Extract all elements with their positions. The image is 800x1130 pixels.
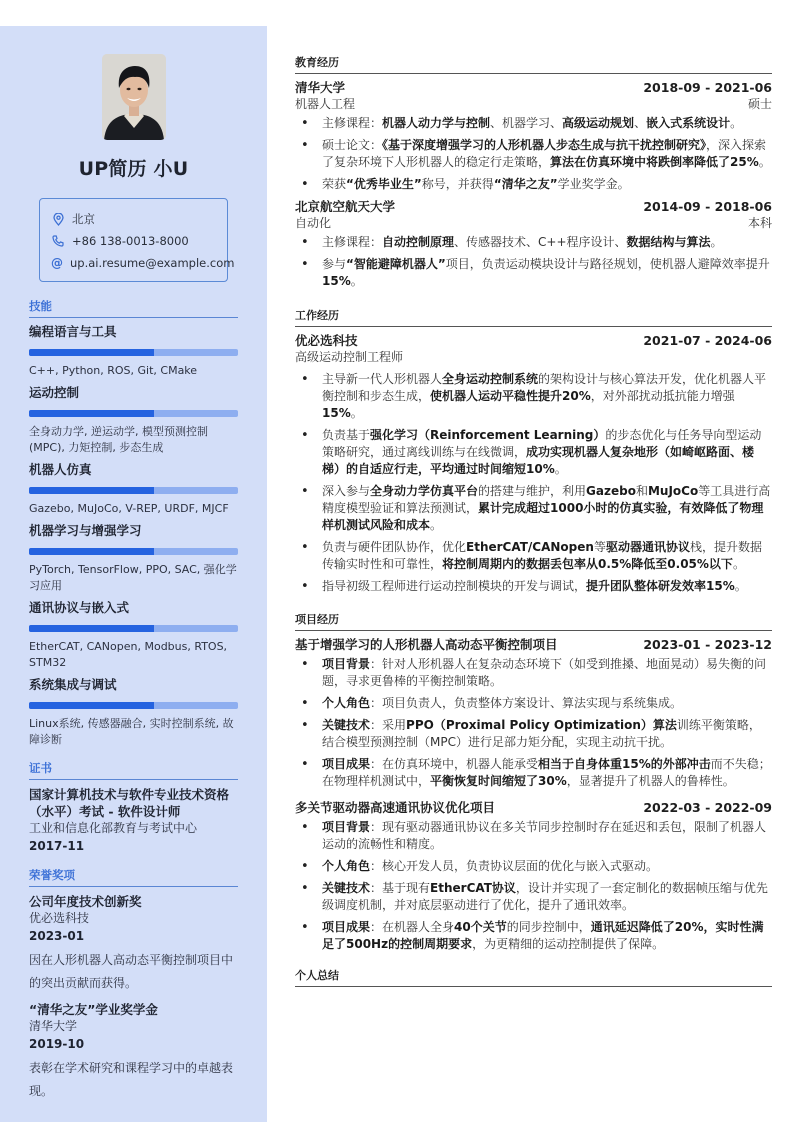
skill-desc: 全身动力学, 逆运动学, 模型预测控制 (MPC), 力矩控制, 步态生成 xyxy=(29,425,208,454)
text: ：核心开发人员，负责协议层面的优化与嵌入式驱动。 xyxy=(370,859,659,873)
text: 。 xyxy=(710,235,723,249)
text: ，设计并实现了一套定制化的数据帧压缩与优先级调度机制，并对底层驱动进行了优化，提升了通讯效率。 xyxy=(322,881,768,912)
skill-level-bar xyxy=(29,702,238,709)
bullet-item xyxy=(295,695,772,712)
bold-text: 将控制周期内的数据丢包率从0.5%降低至0.05%以下 xyxy=(442,557,733,571)
sidebar xyxy=(0,26,267,1122)
degree: 硕士 xyxy=(747,97,772,111)
bold-text: 平衡恢复时间缩短了30% xyxy=(430,774,567,788)
entry-header xyxy=(295,799,772,816)
education-section xyxy=(295,54,772,290)
projects-heading: 项目经历 xyxy=(295,611,772,631)
skill-name: 运动控制 xyxy=(29,385,80,400)
bullet-item xyxy=(295,717,772,751)
bold-text: Gazebo xyxy=(586,484,636,498)
award-date: 2023-01 xyxy=(29,929,85,943)
bold-text: 项目成果 xyxy=(322,757,371,771)
skill-item xyxy=(29,522,238,594)
bold-text: 相当于自身体重15%的外部冲击 xyxy=(538,757,711,771)
company-name: 优必选科技 xyxy=(295,333,358,348)
bold-text: 项目背景 xyxy=(322,820,371,834)
skill-desc: EtherCAT, CANopen, Modbus, RTOS, STM32 xyxy=(29,640,228,669)
text: 。 xyxy=(730,116,743,130)
work-heading: 工作经历 xyxy=(295,307,772,327)
entry-subheader xyxy=(295,215,772,231)
bullet-list xyxy=(295,819,772,953)
bullet-item xyxy=(295,819,772,853)
skill-name: 系统集成与调试 xyxy=(29,677,117,692)
text: 的同步控制中， xyxy=(506,920,591,934)
bold-text: 嵌入式系统设计 xyxy=(646,116,731,130)
education-entry xyxy=(295,198,772,290)
text: 。 xyxy=(350,406,363,420)
avatar xyxy=(102,54,166,140)
bold-text: “清华之友” xyxy=(493,177,558,191)
text: 指导初级工程师进行运动控制模块的开发与调试， xyxy=(322,579,587,593)
skill-name: 编程语言与工具 xyxy=(29,324,117,339)
bullet-list xyxy=(295,371,772,595)
text: ：现有驱动器通讯协议在多关节同步控制时存在延迟和丢包，限制了机器人运动的流畅性和精度。 xyxy=(322,820,767,851)
entry-header xyxy=(295,198,772,215)
skill-desc: C++, Python, ROS, Git, CMake xyxy=(29,364,198,377)
skill-item xyxy=(29,323,238,379)
text: 参与 xyxy=(322,257,347,271)
bold-text: 15% xyxy=(322,406,351,420)
award-org: 清华大学 xyxy=(29,1019,78,1033)
education-heading: 教育经历 xyxy=(295,54,772,74)
bullet-list xyxy=(295,115,772,193)
text: 。 xyxy=(734,579,747,593)
award-item xyxy=(29,1001,238,1103)
date-range: 2014-09 - 2018-06 xyxy=(643,199,772,214)
text: 。 xyxy=(430,518,443,532)
skills-heading: 技能 xyxy=(29,298,238,318)
work-section xyxy=(295,307,772,595)
text: 。 xyxy=(732,557,745,571)
skill-level-bar xyxy=(29,625,238,632)
bold-text: EtherCAT协议 xyxy=(430,881,516,895)
bold-text: 强化学习（Reinforcement Learning） xyxy=(370,428,606,442)
projects-list xyxy=(295,636,772,953)
text: 称号，并获得 xyxy=(421,177,494,191)
skill-level-fill xyxy=(29,625,154,632)
text: ：采用 xyxy=(370,718,407,732)
text: 主导新一代人形机器人 xyxy=(322,372,443,386)
award-item xyxy=(29,893,238,995)
degree: 本科 xyxy=(747,216,772,230)
contact-location xyxy=(51,208,227,230)
bold-text: 项目成果 xyxy=(322,920,371,934)
phone-text: +86 138-0013-8000 xyxy=(72,234,189,248)
text: 深入参与 xyxy=(322,484,371,498)
text: 的搭建与维护，利用 xyxy=(478,484,587,498)
bold-text: EtherCAT/CANopen xyxy=(466,540,594,554)
photo-wrap xyxy=(29,54,238,140)
certificate-name: 国家计算机技术与软件专业技术资格（水平）考试 - 软件设计师 xyxy=(29,787,230,819)
bold-text: 关键技术 xyxy=(322,718,371,732)
text: 。 xyxy=(554,462,567,476)
skill-level-bar xyxy=(29,349,238,356)
skill-desc: Linux系统, 传感器融合, 实时控制系统, 故障诊断 xyxy=(29,717,234,746)
text: ：基于现有 xyxy=(370,881,431,895)
award-org: 优必选科技 xyxy=(29,911,90,925)
certificate-issuer: 工业和信息化部教育与考试中心 xyxy=(29,821,198,835)
text: 训练平衡策略，结合模型预测控制（MPC）进行足部力矩分配，实现主动抗干扰。 xyxy=(322,718,761,749)
bullet-item xyxy=(295,115,772,132)
bold-text: 高级运动规划 xyxy=(562,116,635,130)
major: 自动化 xyxy=(295,216,332,230)
bold-text: 机器人动力学与控制 xyxy=(382,116,491,130)
certificates-list xyxy=(29,786,238,855)
certificate-date: 2017-11 xyxy=(29,839,85,853)
education-entry xyxy=(295,79,772,193)
award-name: “清华之友”学业奖学金 xyxy=(29,1002,158,1017)
bold-text: PPO（Proximal Policy Optimization）算法 xyxy=(406,718,677,732)
job-title: 高级运动控制工程师 xyxy=(295,350,404,364)
skill-item xyxy=(29,461,238,517)
bold-text: 使机器人运动平稳性提升20% xyxy=(430,389,591,403)
bullet-list xyxy=(295,234,772,290)
text: 项目，负责运动模块设计与路径规划，使机器人避障效率提升 xyxy=(445,257,770,271)
bullet-item xyxy=(295,176,772,193)
main-content xyxy=(295,54,772,987)
location-text: 北京 xyxy=(72,212,95,226)
skill-level-fill xyxy=(29,410,154,417)
bold-text: 《基于深度增强学习的人形机器人步态生成与抗干扰控制研究》 xyxy=(382,138,707,152)
summary-heading: 个人总结 xyxy=(295,967,772,987)
bullet-item xyxy=(295,578,772,595)
text: ：在机器人全身 xyxy=(370,920,455,934)
text: 。 xyxy=(350,274,363,288)
bold-text: 成功实现机器人复杂地形（如崎岖路面、楼梯）的自适应行走，平均通过时间缩短10% xyxy=(322,445,755,476)
bullet-item xyxy=(295,756,772,790)
entry-subheader xyxy=(295,96,772,112)
project-entry xyxy=(295,636,772,790)
award-name: 公司年度技术创新奖 xyxy=(29,894,142,909)
bullet-item xyxy=(295,858,772,875)
text: ：针对人形机器人在复杂动态环境下（如受到推搡、地面晃动）易失衡的问题，寻求更鲁棒的平衡控制策略。 xyxy=(322,657,767,688)
skill-desc: Gazebo, MuJoCo, V-REP, URDF, MJCF xyxy=(29,502,229,515)
bullet-item xyxy=(295,427,772,478)
award-desc: 表彰在学术研究和课程学习中的卓越表现。 xyxy=(29,1061,234,1098)
text: 等工具进行高精度模型验证和算法预测试， xyxy=(322,484,771,515)
skill-item xyxy=(29,384,238,456)
bold-text: 全身运动控制系统 xyxy=(442,372,539,386)
certificate-item xyxy=(29,786,238,855)
portrait-image xyxy=(102,54,166,140)
skill-name: 机器人仿真 xyxy=(29,462,92,477)
skill-level-fill xyxy=(29,487,154,494)
bold-text: 个人角色 xyxy=(322,696,371,710)
bold-text: 全身动力学仿真平台 xyxy=(370,484,479,498)
bold-text: 提升团队整体研发效率15% xyxy=(586,579,735,593)
skill-desc: PyTorch, TensorFlow, PPO, SAC, 强化学习应用 xyxy=(29,563,237,592)
text: 栈，提升数据传输实时性和可靠性， xyxy=(322,540,762,571)
entry-header xyxy=(295,636,772,653)
text: 学业奖学金。 xyxy=(557,177,630,191)
project-name: 多关节驱动器高速通讯协议优化项目 xyxy=(295,800,496,815)
text: 负责与硬件团队协作，优化 xyxy=(322,540,467,554)
contact-phone xyxy=(51,230,227,252)
bold-text: 通讯延迟降低了20%，实时性满足了500Hz的控制周期要求 xyxy=(322,920,764,951)
awards-heading: 荣誉奖项 xyxy=(29,867,238,887)
text: 、传感器技术、C++程序设计、 xyxy=(454,235,627,249)
entry-subheader xyxy=(295,349,772,365)
text: 的架构设计与核心算法开发，优化机器人平衡控制和步态生成， xyxy=(322,372,767,403)
skill-item xyxy=(29,599,238,671)
text: 和 xyxy=(635,484,648,498)
bold-text: 项目背景 xyxy=(322,657,371,671)
certificates-heading: 证书 xyxy=(29,760,238,780)
bold-text: 驱动器通讯协议 xyxy=(605,540,690,554)
skill-item xyxy=(29,676,238,748)
award-date: 2019-10 xyxy=(29,1037,85,1051)
text: 。 xyxy=(758,155,771,169)
skills-list xyxy=(29,323,238,748)
text: 主修课程： xyxy=(322,235,383,249)
bold-text: 算法在仿真环境中将跌倒率降低了25% xyxy=(550,155,759,169)
summary-section xyxy=(295,967,772,987)
date-range: 2022-03 - 2022-09 xyxy=(643,800,772,815)
text: ：项目负责人，负责整体方案设计、算法实现与系统集成。 xyxy=(370,696,683,710)
text: 、 xyxy=(634,116,647,130)
text: 荣获 xyxy=(322,177,347,191)
skill-name: 机器学习与增强学习 xyxy=(29,523,142,538)
contact-box xyxy=(39,198,235,282)
skill-level-bar xyxy=(29,548,238,555)
bold-text: MuJoCo xyxy=(647,484,699,498)
text: ，显著提升了机器人的鲁棒性。 xyxy=(566,774,735,788)
bold-text: “优秀毕业生” xyxy=(346,177,422,191)
skill-level-bar xyxy=(29,410,238,417)
bullet-item xyxy=(295,371,772,422)
entry-header xyxy=(295,79,772,96)
phone-icon xyxy=(51,234,65,248)
date-range: 2021-07 - 2024-06 xyxy=(643,333,772,348)
major: 机器人工程 xyxy=(295,97,356,111)
entry-header xyxy=(295,332,772,349)
bold-text: 个人角色 xyxy=(322,859,371,873)
bullet-item xyxy=(295,656,772,690)
skill-level-bar xyxy=(29,487,238,494)
bold-text: 累计完成超过1000小时的仿真实验，有效降低了物理样机测试风险和成本 xyxy=(322,501,764,532)
work-entry xyxy=(295,332,772,595)
project-name: 基于增强学习的人形机器人高动态平衡控制项目 xyxy=(295,637,558,652)
date-range: 2023-01 - 2023-12 xyxy=(643,637,772,652)
text: 、机器学习、 xyxy=(490,116,563,130)
bullet-list xyxy=(295,656,772,790)
skill-level-fill xyxy=(29,349,154,356)
text: ：在仿真环境中，机器人能承受 xyxy=(370,757,539,771)
bold-text: 40个关节 xyxy=(454,920,507,934)
bullet-item xyxy=(295,880,772,914)
date-range: 2018-09 - 2021-06 xyxy=(643,80,772,95)
contact-email xyxy=(51,252,235,274)
skill-level-fill xyxy=(29,702,154,709)
text: 的步态优化与任务导向型运动策略研究，通过离线训练与在线微调， xyxy=(322,428,762,459)
work-list xyxy=(295,332,772,595)
at-sign-icon: @ xyxy=(51,256,63,270)
education-list xyxy=(295,79,772,290)
candidate-name: UP简历 小U xyxy=(78,158,189,180)
text: 负责基于 xyxy=(322,428,371,442)
school-name: 清华大学 xyxy=(295,80,346,95)
award-desc: 因在人形机器人高动态平衡控制项目中的突出贡献而获得。 xyxy=(29,953,234,990)
text: 而不失稳；在物理样机测试中， xyxy=(322,757,771,788)
bullet-item xyxy=(295,539,772,573)
bullet-item xyxy=(295,483,772,534)
bold-text: 数据结构与算法 xyxy=(626,235,711,249)
text: ，为更精细的运动控制提供了保障。 xyxy=(472,937,665,951)
skill-name: 通讯协议与嵌入式 xyxy=(29,600,130,615)
text: 主修课程： xyxy=(322,116,383,130)
bold-text: 关键技术 xyxy=(322,881,371,895)
map-pin-icon xyxy=(51,212,65,226)
bold-text: 15% xyxy=(322,274,351,288)
projects-section xyxy=(295,611,772,953)
bullet-item xyxy=(295,234,772,251)
awards-list xyxy=(29,893,238,1103)
skill-level-fill xyxy=(29,548,154,555)
text: ，对外部扰动抵抗能力增强 xyxy=(590,389,735,403)
text: 等 xyxy=(593,540,606,554)
email-text[interactable]: up.ai.resume@example.com xyxy=(70,256,235,270)
bold-text: 自动控制原理 xyxy=(382,235,455,249)
project-entry xyxy=(295,799,772,953)
bullet-item xyxy=(295,919,772,953)
school-name: 北京航空航天大学 xyxy=(295,199,396,214)
text: 硕士论文： xyxy=(322,138,383,152)
bold-text: “智能避障机器人” xyxy=(346,257,446,271)
bullet-item xyxy=(295,256,772,290)
text: ，深入探索了复杂环境下人形机器人的稳定行走策略， xyxy=(322,138,767,169)
bullet-item xyxy=(295,137,772,171)
